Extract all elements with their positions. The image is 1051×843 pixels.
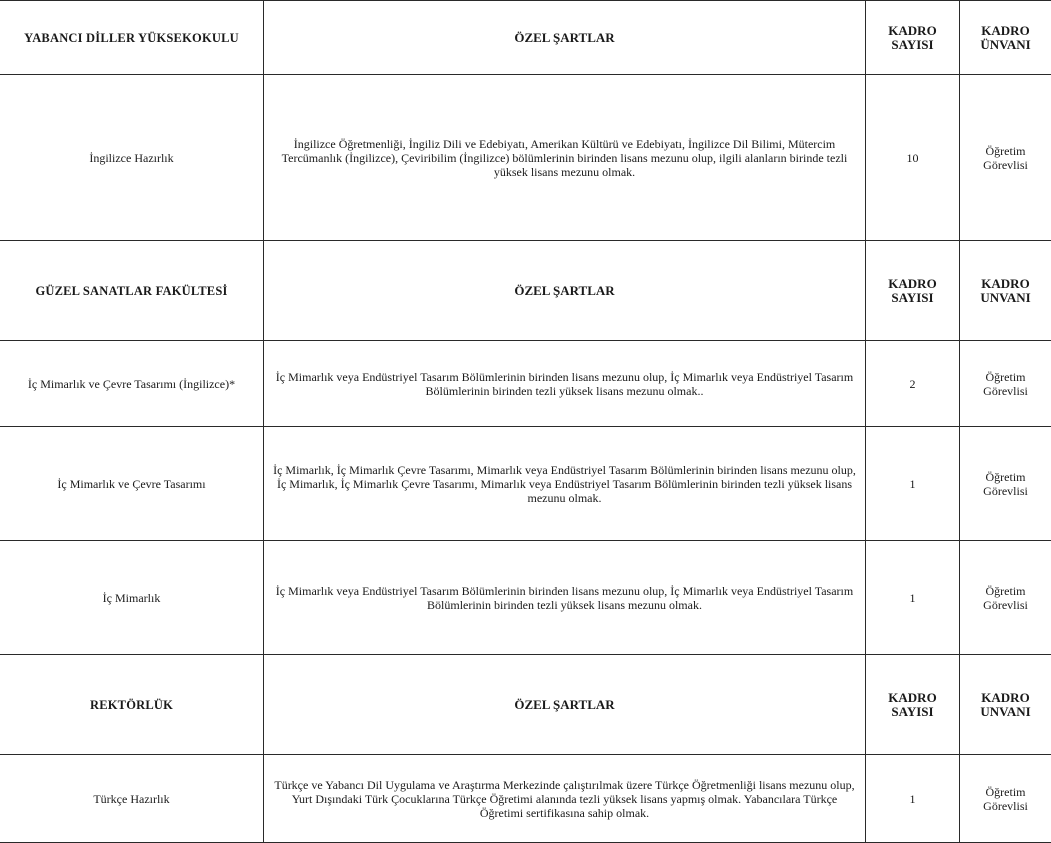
title-header: KADRO UNVANI <box>960 241 1051 341</box>
requirements-header: ÖZEL ŞARTLAR <box>264 241 866 341</box>
table-row <box>0 755 1051 843</box>
section-header-row <box>0 1 1051 75</box>
title-header: KADRO ÜNVANI <box>960 1 1051 75</box>
requirements-text: İç Mimarlık veya Endüstriyel Tasarım Bölümlerinin birinden lisans mezunu olup, İç Mimarlık veya Endüstriyel Tasarım Bölümlerinin birinden tezli yüksek lisans mezunu olmak.. <box>264 341 866 427</box>
count-header: KADRO SAYISI <box>866 655 960 755</box>
position-title: Öğretim Görevlisi <box>960 541 1051 655</box>
department-name: İç Mimarlık <box>0 541 264 655</box>
position-count: 2 <box>866 341 960 427</box>
position-title: Öğretim Görevlisi <box>960 755 1051 843</box>
table-row <box>0 75 1051 241</box>
department-name: Türkçe Hazırlık <box>0 755 264 843</box>
title-header: KADRO UNVANI <box>960 655 1051 755</box>
position-title: Öğretim Görevlisi <box>960 341 1051 427</box>
position-title: Öğretim Görevlisi <box>960 427 1051 541</box>
requirements-text: İç Mimarlık veya Endüstriyel Tasarım Bölümlerinin birinden lisans mezunu olup, İç Mimarlık veya Endüstriyel Tasarım Bölümlerinin birinden tezli yüksek lisans mezunu olmak. <box>264 541 866 655</box>
requirements-header: ÖZEL ŞARTLAR <box>264 1 866 75</box>
position-count: 1 <box>866 427 960 541</box>
unit-name: GÜZEL SANATLAR FAKÜLTESİ <box>0 241 264 341</box>
position-count: 10 <box>866 75 960 241</box>
department-name: İngilizce Hazırlık <box>0 75 264 241</box>
position-title: Öğretim Görevlisi <box>960 75 1051 241</box>
section-header-row <box>0 241 1051 341</box>
department-name: İç Mimarlık ve Çevre Tasarımı (İngilizce)* <box>0 341 264 427</box>
count-header: KADRO SAYISI <box>866 241 960 341</box>
requirements-text: İngilizce Öğretmenliği, İngiliz Dili ve Edebiyatı, Amerikan Kültürü ve Edebiyatı, İngilizce Dil Bilimi, Mütercim Tercümanlık (İngilizce), Çeviribilim (İngilizce) bölümlerinin birinden lisans mezunu olup, ilgili alanların birinde tezli yüksek lisans mezunu olmak. <box>264 75 866 241</box>
department-name: İç Mimarlık ve Çevre Tasarımı <box>0 427 264 541</box>
requirements-text: Türkçe ve Yabancı Dil Uygulama ve Araştırma Merkezinde çalıştırılmak üzere Türkçe Öğretmenliği lisans mezunu olup, Yurt Dışındaki Türk Çocuklarına Türkçe Öğretimi alanında tezli yüksek lisans yapmış olmak. Yabancılara Türkçe Öğretimi sertifikasına sahip olmak. <box>264 755 866 843</box>
position-count: 1 <box>866 541 960 655</box>
table-row <box>0 541 1051 655</box>
table-row <box>0 341 1051 427</box>
unit-name: YABANCI DİLLER YÜKSEKOKULU <box>0 1 264 75</box>
count-header: KADRO SAYISI <box>866 1 960 75</box>
section-header-row <box>0 655 1051 755</box>
position-count: 1 <box>866 755 960 843</box>
table-row <box>0 427 1051 541</box>
requirements-text: İç Mimarlık, İç Mimarlık Çevre Tasarımı, Mimarlık veya Endüstriyel Tasarım Bölümlerinin birinden lisans mezunu olup, İç Mimarlık, İç Mimarlık Çevre Tasarımı, Mimarlık veya Endüstriyel Tasarım Bölümlerinin birinden tezli yüksek lisans mezunu olmak. <box>264 427 866 541</box>
unit-name: REKTÖRLÜK <box>0 655 264 755</box>
requirements-header: ÖZEL ŞARTLAR <box>264 655 866 755</box>
